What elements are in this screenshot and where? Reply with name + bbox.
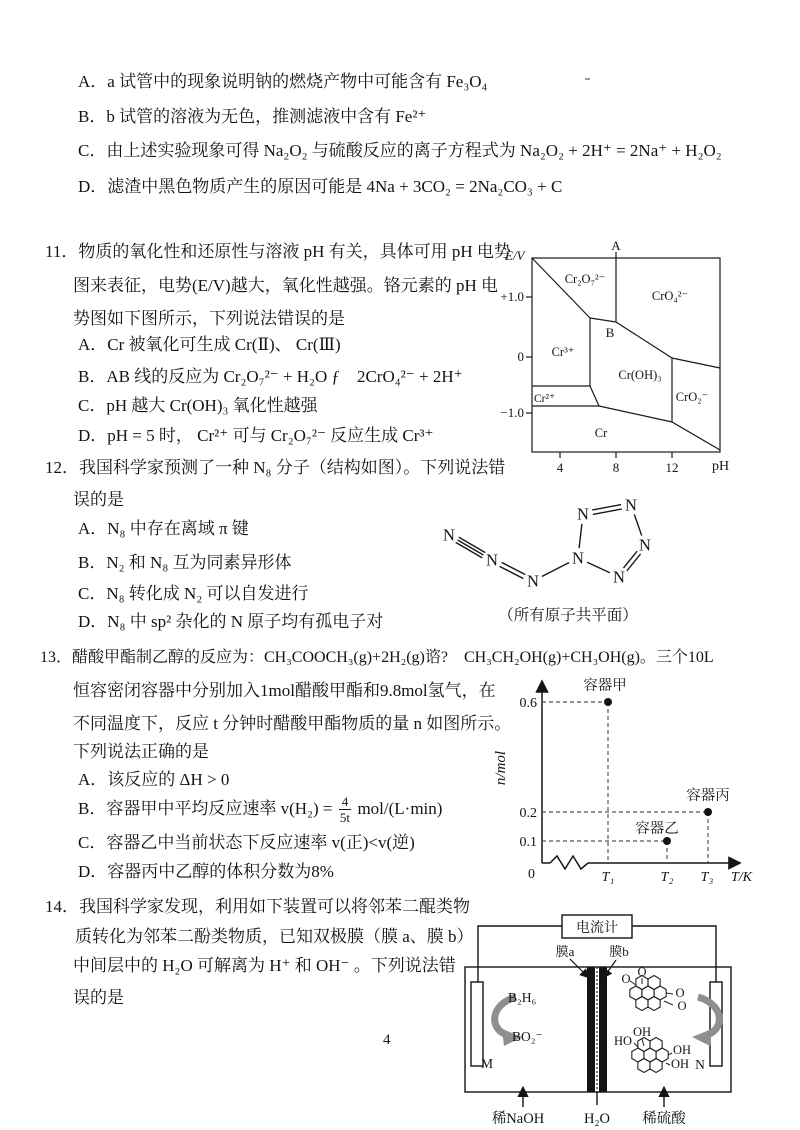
n8-atom-1: N [443,525,455,545]
b2h6-label: B₂H₆ [508,990,537,1005]
fraction-numerator: 4 [339,795,352,810]
q10-option-d: D．滤渣中黑色物质产生的原因可能是 4Na + 3CO₂ = 2Na₂CO₃ + C [78,177,563,196]
right-reaction-arrowhead [692,1029,712,1046]
quinone-o-right: O [675,986,685,1000]
q14-line-1: 14．我国科学家发现，利用如下装置可以将邻苯二醌类物 [45,897,470,916]
ph-x-axis-label: pH [712,459,730,474]
ph-region-cro2: CrO₂⁻ [675,390,709,404]
q13-option-b [78,795,442,826]
chart-x-axis-label: T/K [731,870,753,885]
ph-y-axis-label: E/V [505,248,525,263]
n8-atom-4: N [572,548,584,568]
chart-ytick-02: 0.2 [519,806,537,821]
scan-speck [585,78,590,80]
ph-region-croh3: Cr(OH)₃ [618,368,662,382]
membrane-a-bar [587,967,595,1092]
ph-ytick-neg1: −1.0 [500,405,524,420]
chart-ytick-06: 0.6 [519,696,537,711]
ph-label-b: B [605,325,615,340]
catechol-oh-right: OH [672,1043,692,1057]
catechol-molecule [632,1038,668,1073]
ph-ytick-0: 0 [517,349,524,364]
n8-structure-diagram [430,495,710,635]
chart-xtick-t1: T₁ [601,870,615,885]
data-point-vessel-yi [663,837,671,845]
membrane-b-label: 膜b [609,944,629,959]
n8-atom-3: N [527,571,539,591]
page-number: 4 [383,1032,391,1048]
q13-option-b-pre: B．容器甲中平均反应速率 v(H₂) = [78,799,337,819]
q11-line-1: 11．物质的氧化性和还原性与溶液 pH 有关，具体可用 pH 电势 [45,242,511,261]
q13-line-3: 不同温度下，反应 t 分钟时醋酸甲酯物质的量 n 如图所示。 [73,714,512,733]
data-point-vessel-bing [704,808,712,816]
ph-region-cr3: Cr³⁺ [551,345,575,359]
chart-point-label-bing: 容器丙 [686,788,730,804]
ph-xtick-4: 4 [556,460,564,475]
chart-point-label-jia: 容器甲 [583,678,627,694]
q12-line-2: 误的是 [73,490,124,509]
q11-option-d: D．pH = 5 时， Cr²⁺ 可与 Cr₂O₇²⁻ 反应生成 Cr³⁺ [78,426,434,445]
q10-option-b: B．b 试管的溶液为无色，推测滤液中含有 Fe²⁺ [78,107,427,126]
electrode-n-label: N [695,1057,705,1072]
membrane-b-bar [599,967,607,1092]
quinone-molecule [630,976,666,1011]
ph-region-cro4: CrO₄²⁻ [651,289,689,303]
q11-option-a: A．Cr 被氧化可生成 Cr(Ⅱ)、 Cr(Ⅲ) [78,335,341,354]
electrolysis-device-diagram [452,905,787,1130]
q13-option-b-fraction [339,795,352,826]
quinone-o-left: O [621,972,631,986]
h2so4-label: 稀硫酸 [642,1111,686,1127]
q14-line-4: 误的是 [73,988,124,1007]
n8-caption: （所有原子共平面） [498,607,638,624]
ph-ytick-1: +1.0 [500,289,524,304]
q13-line-2: 恒容密闭容器中分别加入1mol醋酸甲酯和9.8mol氢气，在 [73,681,496,700]
q12-line-1: 12．我国科学家预测了一种 N₈ 分子（结构如图）。下列说法错 [45,458,506,477]
chart-origin-label: 0 [528,867,535,882]
ph-potential-diagram [500,238,790,483]
ph-region-cr: Cr [594,426,608,440]
q12-option-d: D．N₈ 中 sp² 杂化的 N 原子均有孤电子对 [78,612,384,631]
q13-option-c: C．容器乙中当前状态下反应速率 v(正)<v(逆) [78,833,415,852]
chart-xtick-t3: T₃ [700,870,714,885]
ph-region-cr2: Cr²⁺ [534,393,556,405]
chart-y-axis-label: n/mol [493,750,509,786]
chart-xtick-t2: T₂ [660,870,674,885]
q13-line-1: 13．醋酸甲酯制乙醇的反应为：CH₃COOCH₃(g)+2H₂(g)谘? CH₃CH₂OH(g)+CH₃OH(g)。三个10L [40,649,714,666]
ph-label-a: A [611,238,621,253]
q13-option-a: A．该反应的 ΔH > 0 [78,770,230,789]
catechol-ho-left: HO [613,1034,632,1048]
quinone-o-lower: O [677,999,687,1013]
naoh-label: 稀NaOH [491,1111,545,1127]
q13-line-4: 下列说法正确的是 [73,742,209,761]
q10-option-c: C．由上述实验现象可得 Na₂O₂ 与硫酸反应的离子方程式为 Na₂O₂ + 2H⁺ = 2Na⁺ + H₂O₂ [78,141,722,160]
ph-xtick-8: 8 [612,460,620,475]
quinone-o-top: O [637,965,647,979]
q14-line-3: 中间层中的 H₂O 可解离为 H⁺ 和 OH⁻ 。下列说法错 [73,956,456,975]
q12-option-b: B．N₂ 和 N₈ 互为同素异形体 [78,553,292,572]
h2o-label: H₂O [584,1111,610,1127]
data-point-vessel-jia [604,698,612,706]
bo2-label: BO₂⁻ [512,1029,543,1044]
q10-option-a: A．a 试管中的现象说明钠的燃烧产物中可能含有 Fe₃O₄ [78,72,488,91]
catechol-oh-lower: OH [670,1057,690,1071]
q13-option-d: D．容器丙中乙醇的体积分数为8% [78,862,334,881]
q11-option-c: C．pH 越大 Cr(OH)₃ 氧化性越强 [78,396,318,415]
q14-line-2: 质转化为邻苯二酚类物质，已知双极膜（膜 a、膜 b） [75,927,474,946]
chart-ytick-01: 0.1 [519,835,537,850]
n8-atom-5: N [577,504,589,524]
q13-chart [455,666,785,894]
n8-atom-2: N [486,550,498,570]
catechol-oh-top: OH [632,1025,652,1039]
chart-point-label-yi: 容器乙 [635,821,679,837]
q13-option-b-post: mol/(L·min) [353,799,443,819]
ph-xtick-12: 12 [665,460,679,475]
n8-atom-6: N [625,495,637,515]
n8-atom-7: N [639,535,651,555]
q12-option-a: A．N₈ 中存在离域 π 键 [78,519,249,538]
ammeter-label: 电流计 [576,921,618,936]
q12-option-c: C．N₈ 转化成 N₂ 可以自发进行 [78,584,309,603]
ph-region-cr2o7: Cr₂O₇²⁻ [564,272,606,286]
fraction-denominator: 5t [339,810,351,826]
q11-option-b: B．AB 线的反应为 Cr₂O₇²⁻ + H₂O ƒ 2CrO₄²⁻ + 2H⁺ [78,367,463,386]
q11-line-2: 图来表征，电势(E/V)越大，氧化性越强。铬元素的 pH 电 [73,276,498,295]
q11-line-3: 势图如下图所示，下列说法错误的是 [73,309,345,328]
n8-atom-8: N [613,567,625,587]
electrode-m-label: M [480,1056,494,1071]
membrane-a-label: 膜a [555,944,575,959]
